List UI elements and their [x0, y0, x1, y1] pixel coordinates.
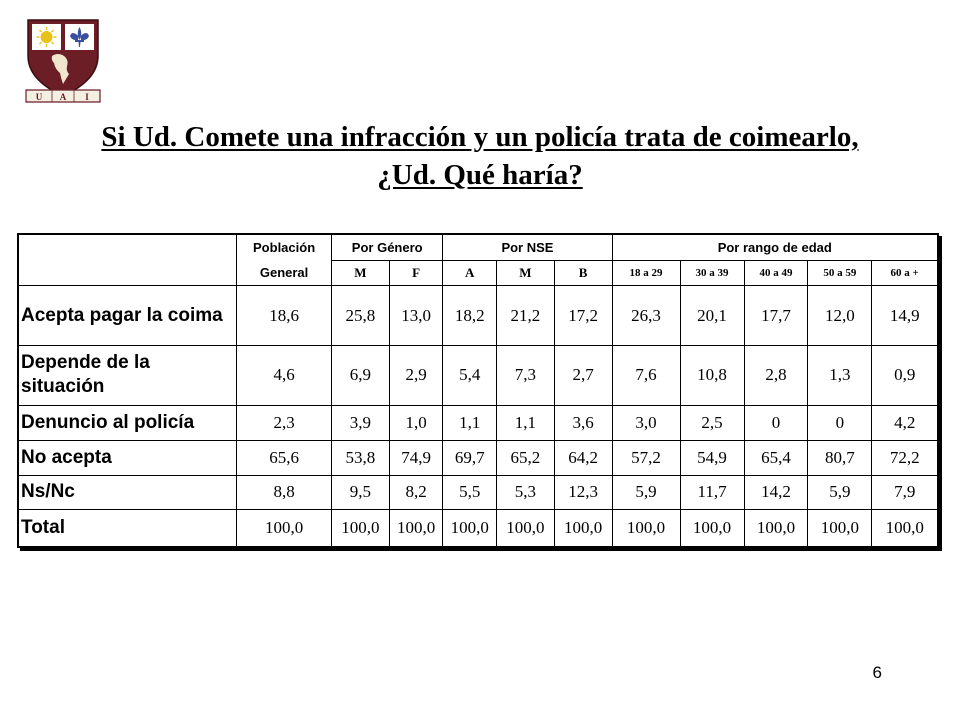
subheader-nse-b: B [554, 260, 612, 286]
subheader-nse-a: A [443, 260, 497, 286]
row-label: Denuncio al policía [18, 405, 237, 440]
table-cell: 17,7 [744, 286, 808, 346]
table-cell: 1,0 [389, 405, 443, 440]
table-cell: 21,2 [497, 286, 555, 346]
header-por-rango-edad: Por rango de edad [612, 234, 938, 260]
table-cell: 14,9 [872, 286, 938, 346]
table-cell: 100,0 [554, 510, 612, 547]
table-cell: 53,8 [332, 440, 390, 475]
table-cell: 1,3 [808, 346, 872, 406]
table-cell: 0 [744, 405, 808, 440]
table-corner-cell [18, 234, 237, 286]
crest-letter-a: A [59, 92, 67, 102]
subheader-gender-m: M [332, 260, 390, 286]
table-cell: 5,3 [497, 475, 555, 510]
subheader-age-60-plus: 60 a + [872, 260, 938, 286]
table-cell: 11,7 [680, 475, 744, 510]
header-poblacion: Población [237, 234, 332, 260]
table-cell: 74,9 [389, 440, 443, 475]
table-cell: 100,0 [680, 510, 744, 547]
table-cell: 13,0 [389, 286, 443, 346]
row-label: Ns/Nc [18, 475, 237, 510]
table-cell: 100,0 [443, 510, 497, 547]
row-label: Total [18, 510, 237, 547]
table-cell: 6,9 [332, 346, 390, 406]
table-cell: 65,6 [237, 440, 332, 475]
subheader-age-40-49: 40 a 49 [744, 260, 808, 286]
table-cell: 26,3 [612, 286, 680, 346]
table-cell: 100,0 [237, 510, 332, 547]
table-cell: 65,4 [744, 440, 808, 475]
header-general: General [237, 260, 332, 286]
table-cell: 4,6 [237, 346, 332, 406]
survey-results-table [17, 233, 939, 548]
table-cell: 3,6 [554, 405, 612, 440]
table-cell: 8,8 [237, 475, 332, 510]
subheader-age-50-59: 50 a 59 [808, 260, 872, 286]
table-row [18, 286, 938, 346]
table-cell: 5,5 [443, 475, 497, 510]
crest-letter-u: U [35, 92, 43, 102]
table-cell: 12,3 [554, 475, 612, 510]
table-cell: 100,0 [497, 510, 555, 547]
title-line-1: Si Ud. Comete una infracción y un policía trata de coimearlo, [101, 121, 859, 153]
table-row [18, 440, 938, 475]
table-cell: 18,2 [443, 286, 497, 346]
subheader-age-18-29: 18 a 29 [612, 260, 680, 286]
table-cell: 17,2 [554, 286, 612, 346]
table-cell: 65,2 [497, 440, 555, 475]
table-row [18, 510, 938, 547]
table-cell: 69,7 [443, 440, 497, 475]
sun-icon [37, 27, 57, 47]
table-cell: 8,2 [389, 475, 443, 510]
subheader-age-30-39: 30 a 39 [680, 260, 744, 286]
header-por-genero: Por Género [332, 234, 443, 260]
table-cell: 0,9 [872, 346, 938, 406]
table-cell: 25,8 [332, 286, 390, 346]
table-cell: 3,9 [332, 405, 390, 440]
subheader-nse-m: M [497, 260, 555, 286]
table-header-row-1 [18, 234, 938, 260]
table-cell: 7,6 [612, 346, 680, 406]
university-crest-logo [22, 16, 104, 104]
table-cell: 1,1 [443, 405, 497, 440]
crest-letter-i: I [85, 92, 89, 102]
table-cell: 54,9 [680, 440, 744, 475]
table-row [18, 346, 938, 406]
table-cell: 14,2 [744, 475, 808, 510]
table-cell: 80,7 [808, 440, 872, 475]
table-cell: 5,9 [612, 475, 680, 510]
table-cell: 100,0 [808, 510, 872, 547]
table-cell: 9,5 [332, 475, 390, 510]
row-label: Acepta pagar la coima [18, 286, 237, 346]
table-cell: 5,9 [808, 475, 872, 510]
table-cell: 64,2 [554, 440, 612, 475]
table-cell: 2,7 [554, 346, 612, 406]
table-body [18, 286, 938, 547]
table-cell: 2,8 [744, 346, 808, 406]
table-cell: 57,2 [612, 440, 680, 475]
table-cell: 2,5 [680, 405, 744, 440]
table-cell: 5,4 [443, 346, 497, 406]
table-cell: 100,0 [389, 510, 443, 547]
table-cell: 2,9 [389, 346, 443, 406]
table-row [18, 475, 938, 510]
table-cell: 72,2 [872, 440, 938, 475]
table-cell: 100,0 [872, 510, 938, 547]
table-cell: 4,2 [872, 405, 938, 440]
subheader-gender-f: F [389, 260, 443, 286]
page-number: 6 [872, 663, 882, 682]
table-cell: 3,0 [612, 405, 680, 440]
slide-title [0, 118, 960, 194]
row-label: No acepta [18, 440, 237, 475]
table-cell: 100,0 [332, 510, 390, 547]
table-cell: 2,3 [237, 405, 332, 440]
table-cell: 100,0 [744, 510, 808, 547]
table-cell: 10,8 [680, 346, 744, 406]
table-cell: 100,0 [612, 510, 680, 547]
table-row [18, 405, 938, 440]
header-por-nse: Por NSE [443, 234, 612, 260]
table-cell: 7,3 [497, 346, 555, 406]
title-line-2: ¿Ud. Qué haría? [377, 159, 583, 191]
table-cell: 0 [808, 405, 872, 440]
row-label: Depende de la situación [18, 346, 237, 406]
table-cell: 20,1 [680, 286, 744, 346]
table-cell: 18,6 [237, 286, 332, 346]
table-cell: 1,1 [497, 405, 555, 440]
table-cell: 7,9 [872, 475, 938, 510]
table-cell: 12,0 [808, 286, 872, 346]
